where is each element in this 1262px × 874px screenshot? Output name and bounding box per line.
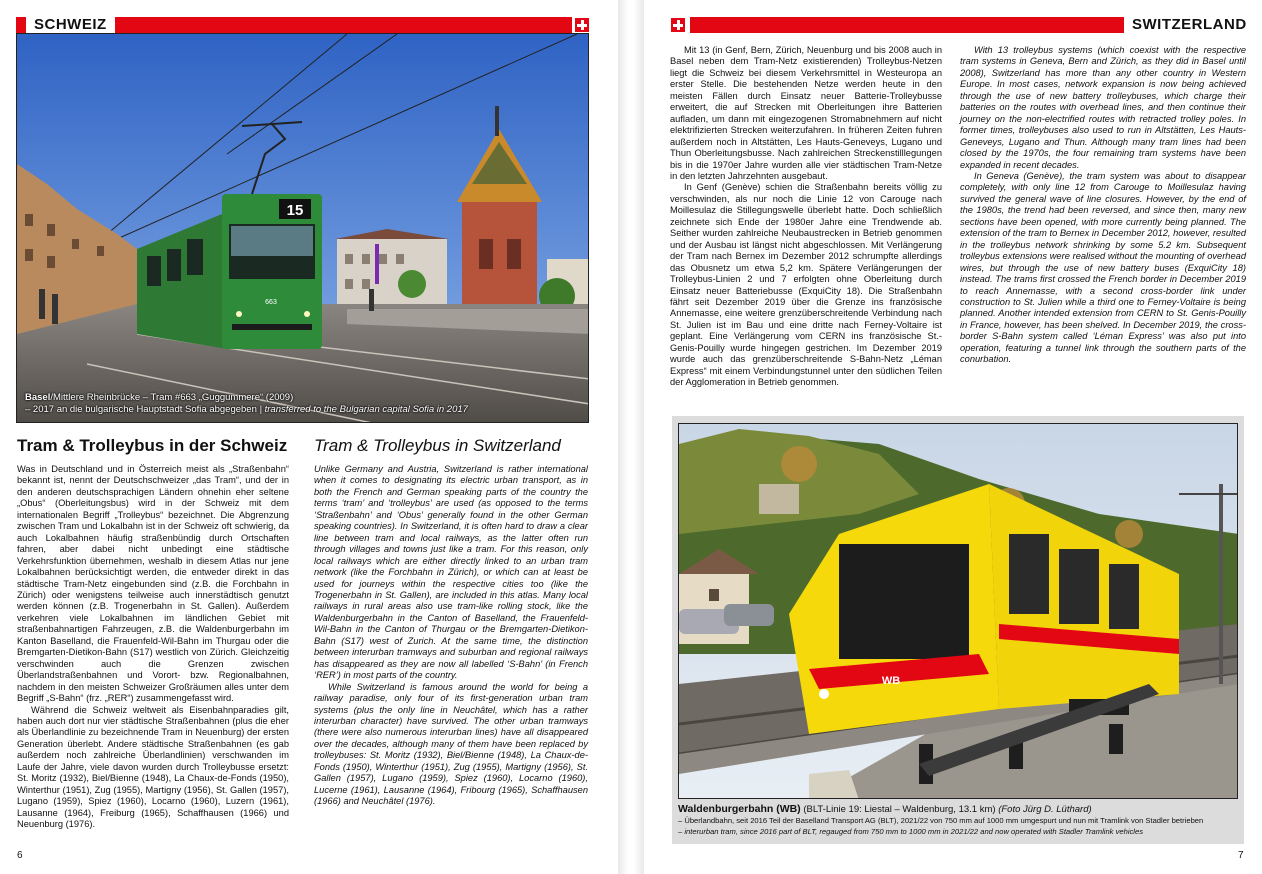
paragraph: With 13 trolleybus systems (which coexist with the respective tram systems in Geneva, Bern and Zürich, as they did in Basel until 2008), Switzerland has more than any other country in Western Europe. In most cases, network expansion is now being achieved through the use of new battery trolleybuses, which charge their batteries on the routes with overhead lines, and then continue their journey on the non-electrified routes with retracted trolley poles. In former times, trolleybuses also used to run in Altstätten, Les Hauts-Geneveys, Lugano and Thun. Although many tram lines had been closed by the 1970s, the four remaining tram systems have been expanded in recent decades. bbox=[960, 45, 1246, 170]
photo-waldenburg-tram bbox=[678, 423, 1238, 799]
tram-fleet-number: 663 bbox=[265, 299, 277, 306]
caption-title: Waldenburgerbahn (WB) bbox=[678, 803, 801, 815]
photo-caption-waldenburg bbox=[678, 804, 1238, 837]
left-page bbox=[0, 0, 618, 874]
photo-basel-tram bbox=[16, 33, 589, 423]
title-en: Tram & Trolleybus in Switzerland bbox=[314, 436, 561, 455]
body-column-de-right bbox=[670, 45, 942, 389]
paragraph: Was in Deutschland und in Österreich meist als „Straßenbahn“ bekannt ist, nennt der Deutschschweizer „das Tram“, und der in den anderen deutschsprachigen Ländern ohnehin eher seltene „Obus“ (Oberleitungsbus) wird in der Schweiz mit dem internationalen Begriff „Trolleybus“ bezeichnet. Die Abgrenzung zwischen Tram und Lokalbahn ist in der Schweiz oft schwierig, da auch Lokalbahnen häufig straßenbündig durch Ortschaften fahren, aber dabei nicht unbedingt eine städtische Verkehrsfunktion übernehmen, weshalb in diesem Atlas nur jene Lokalbahnen berücksichtigt werden, die entweder direkt in das städtische Tram-Netz eingebunden sind (z.B. die Forchbahn in Zürich) oder wenigstens teilweise auch innerstädtisch genutzt werden können (z.B. Trogenerbahn in St. Gallen). Außerdem verkehren viele Lokalbahnen im ländlichen Gebiet mit straßenbahnartigen Fahrzeugen, z.B. die Waldenburgerbahn im Kanton Baselland, die Frauenfeld-Wil-Bahn im Thurgau oder die Bremgarten-Dietikon-Bahn (S17) westlich von Zürich. Gleichzeitig verschwinden auch die Grenzen zwischen Überlandstraßenbahnen und Vorort- bzw. Regionalbahnen, nachdem in den meisten Schweizer Großräumen alles unter dem Begriff „S-Bahn“ (frz. „RER“) zusammengefasst wird. bbox=[17, 464, 289, 704]
swiss-flag-icon bbox=[574, 17, 590, 33]
caption-line3: – interurban tram, since 2016 part of BLT, regauged from 750 mm to 1000 mm in 2021/22 and now operated with Stadler Tramlink vehicles bbox=[678, 827, 1144, 836]
caption-place: Basel bbox=[25, 392, 51, 403]
page-gutter bbox=[618, 0, 644, 874]
caption-line2-de: – 2017 an die bulgarische Hauptstadt Sofia abgegeben bbox=[25, 404, 257, 415]
paragraph: Mit 13 (in Genf, Bern, Zürich, Neuenburg und bis 2008 auch in Basel neben dem Tram-Netz existierenden) Trolleybus-Netzen liegt die Schweiz bei diesem Verkehrsmittel in Westeuropa an erster Stelle. Die bestehenden Netze werden heute in den meisten Fällen durch Einsatz neuer Batterie-Trolleybusse erweitert, die auf Strecken mit Oberleitungen ihre Batterien aufladen, um dann mit eingezogenen Stromabnehmern auf nicht elektrifizierten Strecken weiterzufahren. In früheren Zeiten fuhren außerdem noch in Altstätten, Les Hauts-Geneveys, Lugano und Thun Oberleitungsbusse. Nach zahlreichen Streckenstilllegungen bis in die 1970er Jahre wurden alle vier städtischen Tram-Netze in den letzten Jahrzehnten ausgebaut. bbox=[670, 45, 942, 181]
caption-line2-en: | transferred to the Bulgarian capital Sofia in 2017 bbox=[259, 404, 468, 415]
body-column-en-left bbox=[314, 464, 588, 808]
tram-destination-number: 15 bbox=[286, 202, 304, 219]
paragraph: Während die Schweiz weltweit als Eisenbahnparadies gilt, haben auch dort nur vier städtische Straßenbahnen (plus die eher als Überlandlinie zu bezeichnende Tram in Neuenburg) der ersten Generation überlebt. Andere städtische Straßenbahnen (es gab außerdem noch zahlreiche Überlandlinien) verschwanden im Laufe der Jahre, viele davon wurden durch Trolleybusse ersetzt: St. Moritz (1932), Biel/Bienne (1948), La Chaux-de-Fonds (1950), Winterthur (1951), Zug (1955), Martigny (1956), St. Gallen (1957), Lugano (1959), Spiez (1960), Locarno (1960), Luzern (1961), Lausanne (1964), Freiburg (1965), Schaffhausen (1966) und Neuenburg (1976). bbox=[17, 704, 289, 830]
body-column-en-right bbox=[960, 45, 1246, 366]
tram-logo: WB bbox=[881, 675, 901, 687]
caption-line2: – Überlandbahn, seit 2016 Teil der Baselland Transport AG (BLT), 2021/22 von 750 mm auf 1000 mm umgespurt und nun mit Tramlink von Stadler betrieben bbox=[678, 816, 1204, 825]
basel-tram-illustration bbox=[17, 34, 589, 423]
body-column-de-left bbox=[17, 464, 289, 831]
paragraph: While Switzerland is famous around the world for being a railway paradise, only four of its first-generation urban tram systems (plus the only line in Neuchâtel, which has a rather interurban character) have survived. The other urban tramways (there were also numerous interurban lines) have all disappeared over the decades, although many of them have been replaced by trolleybuses: St. Moritz (1932), Biel/Bienne (1948), La Chaux-de-Fonds (1950), Winterthur (1951), Zug (1955), Martigny (1956), St. Gallen (1957), Lugano (1959), Spiez (1960), Locarno (1960), Lucerne (1961), Lausanne (1964), Fribourg (1965), Schaffhausen (1966) and Neuchâtel (1976). bbox=[314, 681, 588, 807]
header-label-right: SWITZERLAND bbox=[1124, 14, 1255, 36]
caption-detail: (BLT-Linie 19: Liestal – Waldenburg, 13.1 km) bbox=[800, 804, 999, 815]
waldenburg-tram-illustration bbox=[679, 424, 1238, 799]
page-number-right: 7 bbox=[1238, 850, 1244, 861]
caption-line1: /Mittlere Rheinbrücke – Tram #663 „Guggummere“ (2009) bbox=[50, 392, 294, 403]
page-number-left: 6 bbox=[17, 850, 23, 861]
right-page bbox=[644, 0, 1262, 874]
paragraph: Unlike Germany and Austria, Switzerland is rather international when it comes to designating its electric urban transport, as in both the French and German speaking parts of the country the terms ‘tram’ and ‘trolleybus’ are used (as opposed to the terms ‘Straßenbahn’ and ‘Obus’ generally found in the other German speaking countries). In Switzerland, it is often hard to draw a clear line between tram and local railways, as the latter often run through villages and towns just like a tram. For this reason, only local railways which are either directly linked to an urban tram network (like the Forchbahn in Zürich), or which can at least be used for journeys within the respective cities too (like the Trogenerbahn in St. Gallen), are included in this atlas. Many local railways in rural areas also use tram-like rolling stock, like the Waldenburgerbahn in the Canton of Baselland, the Frauenfeld-Wil-Bahn in the Canton of Thurgau or the Bremgarten-Dietikon-Bahn (S17) west of Zurich. At the same time, the distinction between interurban tramways and suburban and regional railways has disappeared as they are now all labelled ‘S-Bahn’ (in French ‘RER’) in most parts of the country. bbox=[314, 464, 588, 681]
photo-block-waldenburgerbahn bbox=[672, 416, 1244, 844]
photo-caption-basel bbox=[25, 392, 580, 416]
header-label-left: SCHWEIZ bbox=[26, 14, 115, 36]
paragraph: In Geneva (Genève), the tram system was about to disappear completely, with only line 12 from Carouge to Moillesulaz having survived the general wave of line closures. However, by the end of the 1980s, the trend had been reversed, and since then, many new sections have been opened, with more currently being planned. The extension of the tram to Bernex in December 2012, however, resulted in the trolleybus network shrinking by some 5.2 km. Subsequent trolleybus extensions were realised without the mounting of overhead wires, but through the use of new battery buses (ExquiCity 18) instead. The trams first crossed the French border in December 2019 to reach Annemasse, with a second cross-border link under construction to St. Julien while a third one to Ferney-Voltaire is being planned. Another intended extension from CERN to St. Genis-Pouilly in France, however, has been shelved. In December 2019, the cross-border S-Bahn system called ‘Léman Express’ was also put into operation, featuring a tunnel link through the southern parts of the conurbation. bbox=[960, 170, 1246, 365]
title-de: Tram & Trolleybus in der Schweiz bbox=[17, 436, 288, 455]
swiss-flag-icon bbox=[670, 17, 686, 33]
paragraph: In Genf (Genève) schien die Straßenbahn bereits völlig zu verschwinden, als nur noch die Linie 12 von Carouge nach Moillesulaz die Stillegungswelle überlebt hatte. Doch schließlich zeichnete sich Ende der 1980er Jahre eine Trendwende ab. Seither wurden zahlreiche Neubaustrecken in Betrieb genommen und der Ausbau ist längst nicht abgeschlossen. Mit Verlängerung der Tram nach Bernex im Dezember 2012 schrumpfte allerdings das Obusnetz um etwa 5,2 km. Spätere Verlängerungen der Trolleybus-Linien 2 und 7 erfolgten ohne Oberleitung durch Einsatz neuer Batteriebusse (ExquiCity 18). Die Straßenbahn fährt seit Dezember 2019 über die Grenze ins französische Annemasse, eine weitere grenzüberschreitende Verbindung nach St. Julien ist im Bau und eine dritte nach Ferney-Voltaire ist geplant. Eine Verlängerung vom CERN ins französische St.-Genis-Pouilly wurde hingegen gestrichen. Im Dezember 2019 wurde auch das grenzüberschreitende S-Bahn-Netz „Léman Express“ mit einem Verbindungstunnel unter den südlichen Teilen der Agglomeration in Betrieb genommen. bbox=[670, 182, 942, 388]
caption-credit: (Foto Jürg D. Lüthard) bbox=[998, 804, 1092, 815]
